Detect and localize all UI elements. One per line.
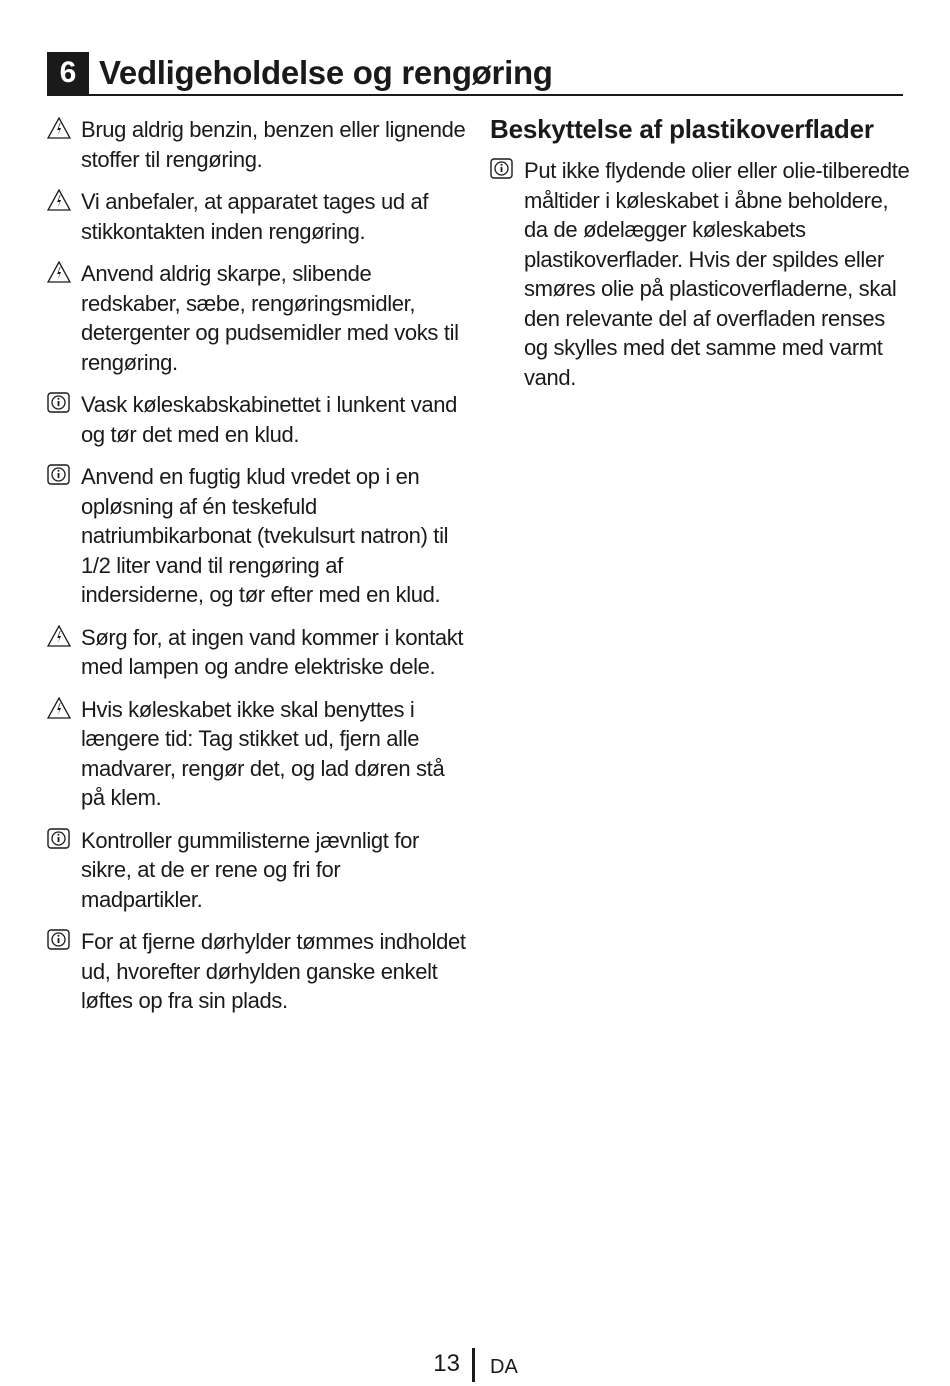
info-icon [47,464,71,486]
item-text: Put ikke flydende olier eller olie-tilberedte måltider i køleskabet i åbne beholdere, da de ødelægger køleskabets plastikoverflader. Hvis der spildes eller smøres olie på plasticoverfladerne, skal den relevante del af overfladen renses og skylles med det samme med varmt vand. [524,158,910,390]
item-text: Sørg for, at ingen vand kommer i kontakt med lampen og andre elektriske dele. [81,624,464,679]
warning-icon [47,625,71,647]
page-number: 13 [433,1350,460,1377]
info-icon [490,158,514,180]
item-text: Kontroller gummilisterne jævnligt for sikre, at de er rene og fri for madpartikler. [81,827,419,912]
chapter-header [47,52,903,96]
list-item [47,462,467,610]
list-item [47,187,467,246]
left-column [47,115,467,1029]
list-item [490,156,910,392]
item-text: Brug aldrig benzin, benzen eller lignende stoffer til rengøring. [81,117,466,172]
page-footer [0,1346,950,1386]
list-item [47,927,467,1016]
item-text: Anvend aldrig skarpe, slibende redskaber, sæbe, rengøringsmidler, detergenter og pudsemidler med voks til rengøring. [81,261,459,375]
info-icon [47,392,71,414]
language-code: DA [490,1356,518,1378]
list-item [47,695,467,813]
warning-icon [47,117,71,139]
chapter-number: 6 [47,52,89,94]
list-item [47,390,467,449]
info-icon [47,828,71,850]
list-item [47,115,467,174]
list-item [47,259,467,377]
item-text: Vi anbefaler, at apparatet tages ud af stikkontakten inden rengøring. [81,189,429,244]
chapter-title: Vedligeholdelse og rengøring [99,54,553,91]
item-text: Hvis køleskabet ikke skal benyttes i længere tid: Tag stikket ud, fjern alle madvarer, rengør det, og lad døren stå på klem. [81,696,445,810]
item-text: Anvend en fugtig klud vredet op i en opløsning af én teskefuld natriumbikarbonat (tvekulsurt natron) til 1/2 liter vand til rengøring af indersiderne, og tør efter med en klud. [81,464,449,607]
item-text: For at fjerne dørhylder tømmes indholdet ud, hvorefter dørhylden ganske enkelt løftes op fra sin plads. [81,929,466,1013]
right-column [490,115,910,405]
warning-icon [47,189,71,211]
warning-icon [47,261,71,283]
footer-divider [472,1348,475,1382]
list-item [47,623,467,682]
info-icon [47,929,71,951]
warning-icon [47,697,71,719]
list-item [47,826,467,915]
item-text: Vask køleskabskabinettet i lunkent vand og tør det med en klud. [81,392,458,447]
section-heading: Beskyttelse af plastikoverflader [490,114,874,144]
